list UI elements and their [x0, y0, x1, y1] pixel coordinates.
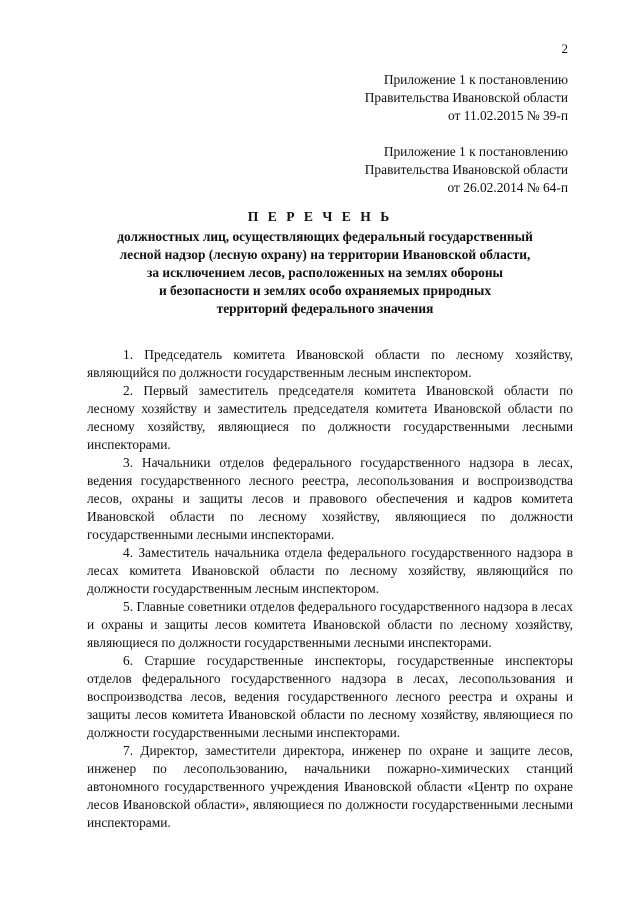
- list-item: 2. Первый заместитель председателя комитета Ивановской области по лесному хозяйству и заместитель председателя комитета Ивановской области по лесному хозяйству, являющиеся по должности государственными лесными инспекторами.: [87, 383, 573, 452]
- subtitle-line: территорий федерального значения: [216, 301, 434, 316]
- subtitle-line: и безопасности и землях особо охраняемых природных: [158, 283, 492, 298]
- list-item: 6. Старшие государственные инспекторы, государственные инспекторы отделов федерального государственного надзора в лесах, лесопользования и воспроизводства лесов, ведения государственного лесного реестра и охраны и защиты лесов комитета Ивановской области по лесному хозяйству, являющиеся по должности государственными лесными инспекторами.: [87, 653, 573, 740]
- item-list: [87, 346, 573, 832]
- appendix-line: от 26.02.2014 № 64-п: [447, 180, 568, 195]
- subtitle-line: за исключением лесов, расположенных на землях обороны: [146, 265, 504, 280]
- subtitle-line: лесной надзор (лесную охрану) на территории Ивановской области,: [119, 247, 531, 262]
- appendix-header: [365, 143, 568, 197]
- appendix-line: Правительства Ивановской области: [364, 90, 568, 105]
- page-number: 2: [561, 41, 568, 56]
- subtitle-line: должностных лиц, осуществляющих федеральный государственный: [117, 229, 533, 244]
- list-item: 5. Главные советники отделов федерального государственного надзора в лесах и охраны и защиты лесов комитета Ивановской области по лесному хозяйству, являющиеся по должности государственными лесными инспекторами.: [87, 599, 573, 650]
- document-subtitle: [80, 228, 570, 318]
- list-item: 7. Директор, заместители директора, инженер по охране и защите лесов, инженер по лесопользованию, начальники пожарно-химических станций автономного государственного учреждения Ивановской области «Центр по охране лесов Ивановской области», являющиеся по должности государственными лесными инспекторами.: [87, 743, 573, 830]
- appendix-line: Приложение 1 к постановлению: [383, 72, 568, 87]
- list-item: 3. Начальники отделов федерального государственного надзора в лесах, ведения государственного лесного реестра, лесопользования и воспроизводства лесов, охраны и защиты лесов и правового обеспечения и кадров комитета Ивановской области по лесному хозяйству, являющиеся по должности государственными лесными инспекторами.: [87, 455, 573, 542]
- document-title: П Е Р Е Ч Е Н Ь: [247, 209, 393, 224]
- list-item: 1. Председатель комитета Ивановской области по лесному хозяйству, являющийся по должности государственным лесным инспектором.: [87, 347, 573, 380]
- appendix-header: [365, 71, 568, 125]
- appendix-line: Правительства Ивановской области: [364, 162, 568, 177]
- appendix-line: Приложение 1 к постановлению: [383, 144, 568, 159]
- appendix-line: от 11.02.2015 № 39-п: [448, 108, 568, 123]
- list-item: 4. Заместитель начальника отдела федерального государственного надзора в лесах комитета Ивановской области по лесному хозяйству, являющийся по должности государственным лесным инспектором.: [87, 545, 573, 596]
